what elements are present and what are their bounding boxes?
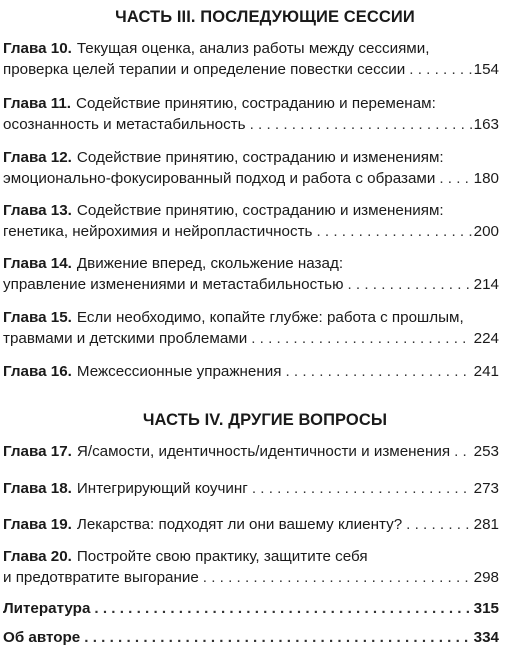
page-number: 200 xyxy=(473,223,499,240)
chapter-title-line-2: и предотвратите выгорание xyxy=(3,569,199,586)
entry-label: Литература xyxy=(3,600,91,617)
page-number: 273 xyxy=(473,480,499,497)
dot-leader xyxy=(406,514,472,535)
chapter-title-line-1: Если необходимо, копайте глубже: работа с прошлым, xyxy=(76,309,464,326)
toc-entry-line xyxy=(3,307,499,328)
toc-entry-chapter-13[interactable] xyxy=(3,200,499,242)
toc-entry-chapter-15[interactable] xyxy=(3,307,499,349)
chapter-title-line-1: Лекарства: подходят ли они вашему клиенту? xyxy=(76,516,403,533)
toc-entry-line xyxy=(3,514,499,535)
toc-entry-about-author[interactable] xyxy=(3,627,499,648)
page-number: 241 xyxy=(473,363,499,380)
chapter-label: Глава 17. xyxy=(3,443,72,460)
page-number: 315 xyxy=(473,600,499,617)
chapter-title-line-2: генетика, нейрохимия и нейропластичность xyxy=(3,223,313,240)
page-number: 163 xyxy=(473,116,499,133)
chapter-title-line-1: Межсессионные упражнения xyxy=(76,363,282,380)
chapter-label: Глава 20. xyxy=(3,548,72,565)
chapter-label: Глава 12. xyxy=(3,149,72,166)
toc-entry-line xyxy=(3,93,499,114)
toc-entry-chapter-17[interactable] xyxy=(3,441,499,462)
dot-leader xyxy=(454,441,472,462)
chapter-title-line-1: Текущая оценка, анализ работы между сессиями, xyxy=(76,40,430,57)
page-number: 154 xyxy=(473,61,499,78)
dot-leader xyxy=(250,114,472,135)
chapter-label: Глава 11. xyxy=(3,95,72,112)
chapter-title-line-1: Я/самости, идентичность/идентичности и изменения xyxy=(76,443,451,460)
part-title: ЧАСТЬ III. ПОСЛЕДУЮЩИЕ СЕССИИ xyxy=(115,8,415,26)
chapter-title-line-2: осознанность и метастабильность xyxy=(3,116,246,133)
toc-entry-line xyxy=(3,627,499,648)
dot-leader xyxy=(285,361,471,382)
chapter-label: Глава 13. xyxy=(3,202,72,219)
chapter-title-line-2: травмами и детскими проблемами xyxy=(3,330,248,347)
chapter-title-line-2: управление изменениями и метастабильностью xyxy=(3,276,344,293)
toc-entry-line xyxy=(3,221,499,242)
toc-entry-line xyxy=(3,274,499,295)
chapter-label: Глава 19. xyxy=(3,516,72,533)
dot-leader xyxy=(409,59,471,80)
dot-leader xyxy=(347,274,471,295)
dot-leader xyxy=(203,567,472,588)
toc-entry-line xyxy=(3,598,499,619)
toc-entry-chapter-14[interactable] xyxy=(3,253,499,295)
chapter-label: Глава 10. xyxy=(3,40,72,57)
toc-entry-chapter-11[interactable] xyxy=(3,93,499,135)
chapter-title-line-1: Постройте свою практику, защитите себя xyxy=(76,548,368,565)
toc-entry-line xyxy=(3,200,499,221)
chapter-title-line-1: Содействие принятию, состраданию и изменениям: xyxy=(76,202,444,219)
toc-entry-chapter-18[interactable] xyxy=(3,478,499,499)
dot-leader xyxy=(94,598,471,619)
chapter-title-line-1: Содействие принятию, состраданию и переменам: xyxy=(76,95,436,112)
page-number: 334 xyxy=(473,629,499,646)
toc-entry-chapter-16[interactable] xyxy=(3,361,499,382)
toc-entry-line xyxy=(3,567,499,588)
chapter-label: Глава 16. xyxy=(3,363,72,380)
dot-leader xyxy=(84,627,471,648)
toc-entry-line xyxy=(3,361,499,382)
toc-entry-chapter-19[interactable] xyxy=(3,514,499,535)
chapter-title-line-1: Движение вперед, скольжение назад: xyxy=(76,255,344,272)
chapter-label: Глава 14. xyxy=(3,255,72,272)
dot-leader xyxy=(316,221,471,242)
dot-leader xyxy=(251,328,471,349)
toc-entry-line xyxy=(3,328,499,349)
chapter-title-line-1: Содействие принятию, состраданию и изменениям: xyxy=(76,149,444,166)
toc-entry-line xyxy=(3,253,499,274)
entry-label: Об авторе xyxy=(3,629,81,646)
page-number: 180 xyxy=(473,170,499,187)
chapter-title-line-2: эмоционально-фокусированный подход и работа с образами xyxy=(3,170,436,187)
dot-leader xyxy=(439,168,471,189)
page-number: 298 xyxy=(473,569,499,586)
toc-entry-chapter-12[interactable] xyxy=(3,147,499,189)
toc-entry-line xyxy=(3,478,499,499)
page-number: 224 xyxy=(473,330,499,347)
chapter-title-line-1: Интегрирующий коучинг xyxy=(76,480,248,497)
page-number: 214 xyxy=(473,276,499,293)
toc-entry-line xyxy=(3,59,499,80)
toc-entry-line xyxy=(3,441,499,462)
toc-entry-chapter-20[interactable] xyxy=(3,546,499,588)
toc-entry-line xyxy=(3,38,499,59)
chapter-title-line-2: проверка целей терапии и определение повестки сессии xyxy=(3,61,406,78)
part-title: ЧАСТЬ IV. ДРУГИЕ ВОПРОСЫ xyxy=(142,411,388,429)
toc-entry-line xyxy=(3,114,499,135)
chapter-label: Глава 15. xyxy=(3,309,72,326)
toc-entry-references[interactable] xyxy=(3,598,499,619)
chapter-label: Глава 18. xyxy=(3,480,72,497)
page-number: 281 xyxy=(473,516,499,533)
toc-entry-line xyxy=(3,147,499,168)
toc-entry-line xyxy=(3,546,499,567)
toc-entry-line xyxy=(3,168,499,189)
page-number: 253 xyxy=(473,443,499,460)
dot-leader xyxy=(252,478,472,499)
toc-entry-chapter-10[interactable] xyxy=(3,38,499,80)
